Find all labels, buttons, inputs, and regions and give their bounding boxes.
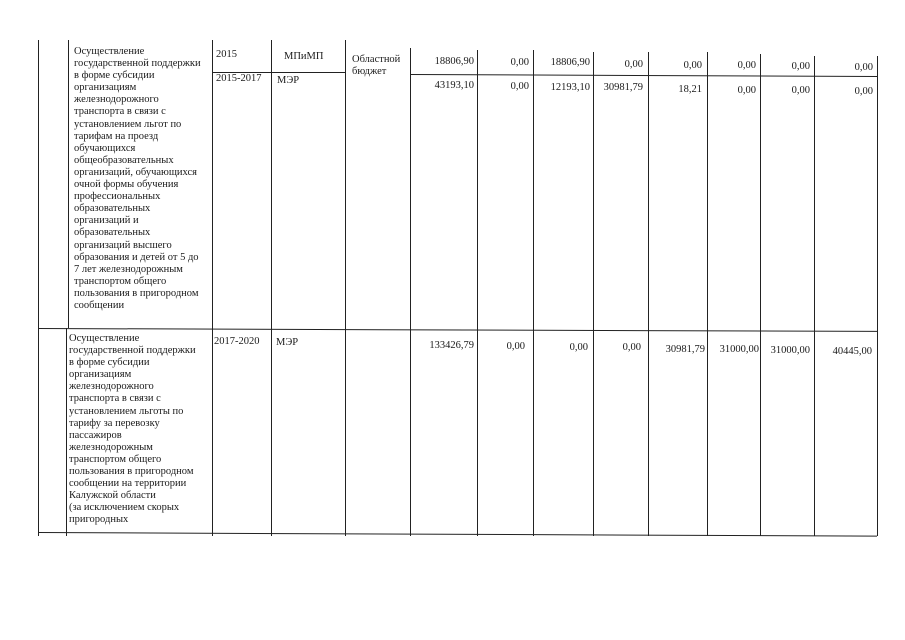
value-cell: 0,00 [791,85,810,96]
value-cell: 0,00 [624,59,643,70]
value-cell: 18,21 [678,84,702,95]
executor-cell: МЭР [277,75,300,86]
value-cell: 30981,79 [665,344,705,355]
grid-line [271,40,272,536]
executor-cell: МПиМП [284,51,324,62]
value-cell: 30981,79 [603,82,643,93]
value-cell: 0,00 [737,60,756,71]
grid-line [707,52,708,536]
value-cell: 31000,00 [770,345,810,356]
period-cell: 2017-2020 [214,336,260,347]
grid-line [66,328,67,536]
grid-line [410,48,411,536]
value-cell: 18806,90 [434,56,474,67]
grid-line [345,40,346,536]
grid-line [877,56,878,536]
executor-cell: МЭР [276,337,299,348]
period-cell: 2015 [216,49,237,60]
value-cell: 0,00 [737,85,756,96]
grid-line [38,40,39,536]
measure-description: Осуществление государственной поддержки в форме субсидии организациям железнодорожного транспорта в связи с установлением льгот по тарифам на проезд обучающихся общеобразовательных организаций, обучающихся очной формы обучения профессиональных образовательных организаций и образовательных организаций высшего образования и детей от 5 до 7 лет железнодорожным транспортом общего пользования в пригородном сообщении [74,46,201,311]
grid-line [814,56,815,536]
grid-line [533,50,534,536]
value-cell: 31000,00 [719,344,759,355]
value-cell: 0,00 [854,62,873,73]
value-cell: 40445,00 [832,346,872,357]
value-cell: 43193,10 [434,80,474,91]
grid-line [38,328,877,332]
grid-line [760,54,761,536]
grid-line [593,52,594,536]
funding-source-cell: Областной бюджет [352,54,401,78]
value-cell: 0,00 [569,342,588,353]
value-cell: 0,00 [506,341,525,352]
value-cell: 0,00 [683,60,702,71]
grid-line [410,74,877,77]
grid-line [477,50,478,536]
value-cell: 12193,10 [550,82,590,93]
grid-line [38,532,877,537]
value-cell: 0,00 [791,61,810,72]
value-cell: 133426,79 [429,340,474,351]
period-cell: 2015-2017 [216,73,262,84]
value-cell: 0,00 [622,342,641,353]
value-cell: 0,00 [854,86,873,97]
value-cell: 0,00 [510,81,529,92]
value-cell: 18806,90 [550,57,590,68]
value-cell: 0,00 [510,57,529,68]
grid-line [212,40,213,536]
grid-line [648,52,649,536]
measure-description: Осуществление государственной поддержки в форме субсидии организациям железнодорожного транспорта в связи с установлением льготы по тарифу за перевозку пассажиров железнодорожным транспортом общего пользования в пригородном сообщении на территории Калужской области (за исключением скорых пригородных [69,333,196,526]
grid-line [68,40,69,328]
